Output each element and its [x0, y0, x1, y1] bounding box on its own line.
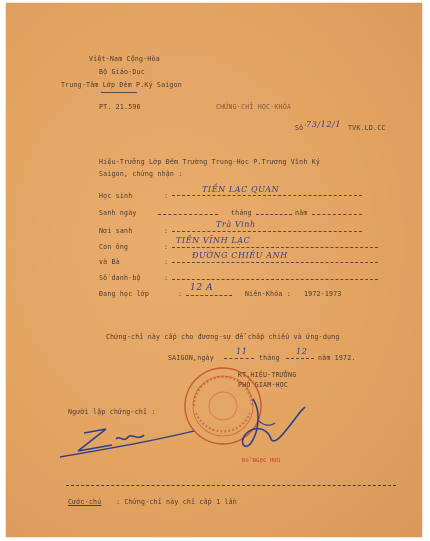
birth-year-line	[312, 214, 362, 215]
footer-label: Cước-chú	[68, 498, 102, 506]
date-place: SAIGON,ngày	[168, 354, 214, 362]
birth-month-line	[256, 214, 292, 215]
label-month: tháng	[231, 209, 252, 217]
father-line	[172, 247, 378, 248]
header-ministry: Bộ Giáo-Dục	[99, 68, 145, 76]
signatory-name: Đỗ NGỌC HƯU	[242, 458, 281, 464]
colon: :	[164, 192, 169, 200]
colon: :	[164, 243, 169, 251]
birthplace-line	[172, 231, 362, 232]
value-class: 12 A	[190, 283, 214, 293]
intro-line-1: Hiệu-Trưởng Lớp Đêm Trường Trung-Học P.Trương Vĩnh Ký	[99, 158, 320, 166]
registry-line	[172, 279, 378, 280]
doc-number-prefix: Số	[295, 124, 304, 132]
colon: :	[178, 290, 183, 298]
header-school: Trung-Tâm Lớp Đêm P.Ký Saigon	[61, 81, 182, 89]
date-month-line	[286, 358, 314, 359]
date-day: 11	[236, 347, 248, 356]
signatory-title-1: KT.HIỆU-TRƯỞNG	[238, 371, 297, 379]
birth-day-line	[158, 214, 218, 215]
header-rule	[101, 92, 137, 93]
label-student: Học sinh	[99, 192, 133, 200]
certificate-paper	[6, 3, 422, 537]
header-ref-number: PT. 21.596	[99, 103, 141, 111]
class-line	[186, 295, 232, 296]
label-father: Con ông	[99, 243, 129, 251]
value-school-year: 1972-1973	[304, 290, 342, 298]
student-line	[172, 195, 362, 196]
principal-signature	[231, 381, 311, 453]
label-registry-number: Số danh-bộ	[99, 274, 141, 282]
label-birth-date: Sanh ngày	[99, 209, 137, 217]
label-class: Đang học lớp	[99, 290, 150, 298]
document-title: CHỨNG-CHỈ HỌC-KHÓA	[216, 103, 292, 111]
label-birthplace: Nơi sanh	[99, 227, 133, 235]
value-birthplace: Trà Vinh	[216, 220, 256, 229]
date-month-label: tháng	[259, 354, 280, 362]
footer-separator	[66, 485, 396, 486]
doc-number-handwritten: 73/12/1	[306, 120, 342, 129]
footer-text: : Chứng-chỉ này chỉ cấp 1 lần	[116, 498, 237, 506]
date-day-line	[224, 358, 254, 359]
signatory-title-2: PHÓ GIÁM-HỌC	[238, 381, 289, 389]
header-country: Việt-Nam Cộng-Hòa	[89, 55, 160, 63]
colon: :	[164, 227, 169, 235]
intro-line-2: Saigon, chứng nhận :	[99, 170, 183, 178]
issuer-signature	[54, 421, 204, 461]
label-school-year: Niên-Khóa :	[245, 290, 291, 298]
purpose-text: Chứng-chỉ này cấp cho đương-sự để chấp chiếu và ứng-dụng	[106, 333, 340, 341]
value-father: TIỀN VĨNH LẠC	[176, 236, 251, 245]
date-year: năm 1972.	[318, 354, 356, 362]
colon: :	[164, 274, 169, 282]
value-student-name: TIỀN LẠC QUAN	[202, 185, 280, 194]
doc-number-suffix: TVK.LD.CC	[348, 124, 386, 132]
mother-line	[172, 262, 378, 263]
value-mother: ĐƯỜNG CHIÊU ANH	[192, 251, 288, 260]
date-month: 12	[296, 347, 308, 356]
label-issuer: Người lập chứng-chỉ :	[68, 408, 156, 416]
label-year: năm	[295, 209, 308, 217]
colon: :	[164, 258, 169, 266]
label-mother: và Bà	[99, 258, 120, 266]
